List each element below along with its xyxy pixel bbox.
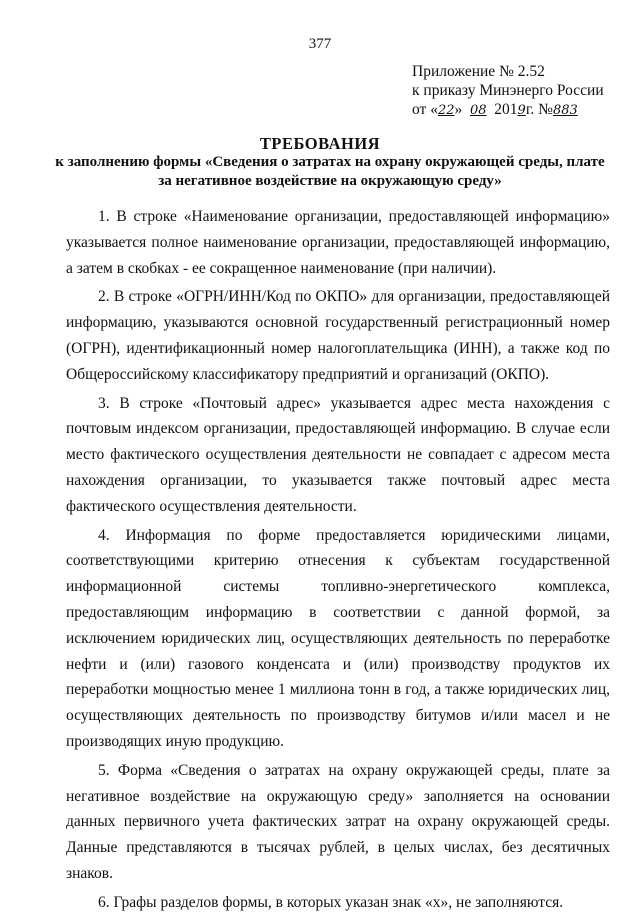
date-suffix: г. №	[525, 101, 553, 118]
annex-date-line	[412, 100, 604, 120]
document-body	[66, 204, 610, 916]
annex-header	[412, 62, 604, 120]
paragraph-1: 1. В строке «Наименование организации, предоставляющей информацию» указывается полное наименование организации, предоставляющей информацию, а затем в скобках - ее сокращенное наименование (при наличии).	[66, 208, 610, 277]
annex-order-ref: к приказу Минэнерго России	[412, 82, 604, 99]
paragraph-3: 3. В строке «Почтовый адрес» указывается адрес места нахождения с почтовым индексом организации, предоставляющей информацию. В случае если место фактического осуществления деятельности не совпадает с адресом места нахождения организации, то указывается также почтовый адрес места фактического осуществления деятельности.	[66, 394, 610, 515]
paragraph-6: 6. Графы разделов формы, в которых указан знак «х», не заполняются.	[98, 893, 564, 911]
document-title: ТРЕБОВАНИЯ	[259, 134, 381, 153]
paragraph-4: 4. Информация по форме предоставляется юридическими лицами, соответствующими критерию отнесения к субъектам государственной информационной системы топливно-энергетического комплекса, предоставляющим информацию в соответствии с данной формой, за исключением юридических лиц, осуществляющих деятельность по переработке нефти и (или) газового конденсата и (или) производству продуктов их переработки мощностью менее 1 миллиона тонн в год, а также юридических лиц, осуществляющих деятельность по производству битумов и/или масел и не производящих иную продукцию.	[66, 526, 610, 750]
handwritten-year-digit: 9	[517, 103, 526, 118]
annex-title: Приложение № 2.52	[412, 63, 545, 80]
handwritten-day: 22	[437, 103, 455, 118]
date-mid: »	[454, 101, 463, 118]
document-subtitle: к заполнению формы «Сведения о затратах на охрану окружающей среды, плате за негативное воздействие на окружающую среду»	[55, 154, 605, 189]
handwritten-month: 08	[470, 103, 487, 118]
paragraph-5: 5. Форма «Сведения о затратах на охрану окружающей среды, плате за негативное воздействие на окружающую среду» заполняется на основании данных первичного учета фактических затрат на охрану окружающей среды. Данные представляются в тысячах рублей, в целых числах, без десятичных знаков.	[66, 761, 610, 882]
paragraph-2: 2. В строке «ОГРН/ИНН/Код по ОКПО» для организации, предоставляющей информацию, указываются основной государственный регистрационный номер (ОГРН), идентификационный номер налогоплательщика (ИНН), а также код по Общероссийскому классификатору предприятий и организаций (ОКПО).	[66, 288, 610, 383]
handwritten-order-number: 883	[552, 103, 578, 118]
date-prefix: от «	[412, 101, 438, 118]
page-number: 377	[308, 36, 332, 52]
year-prefix: 201	[494, 101, 518, 118]
